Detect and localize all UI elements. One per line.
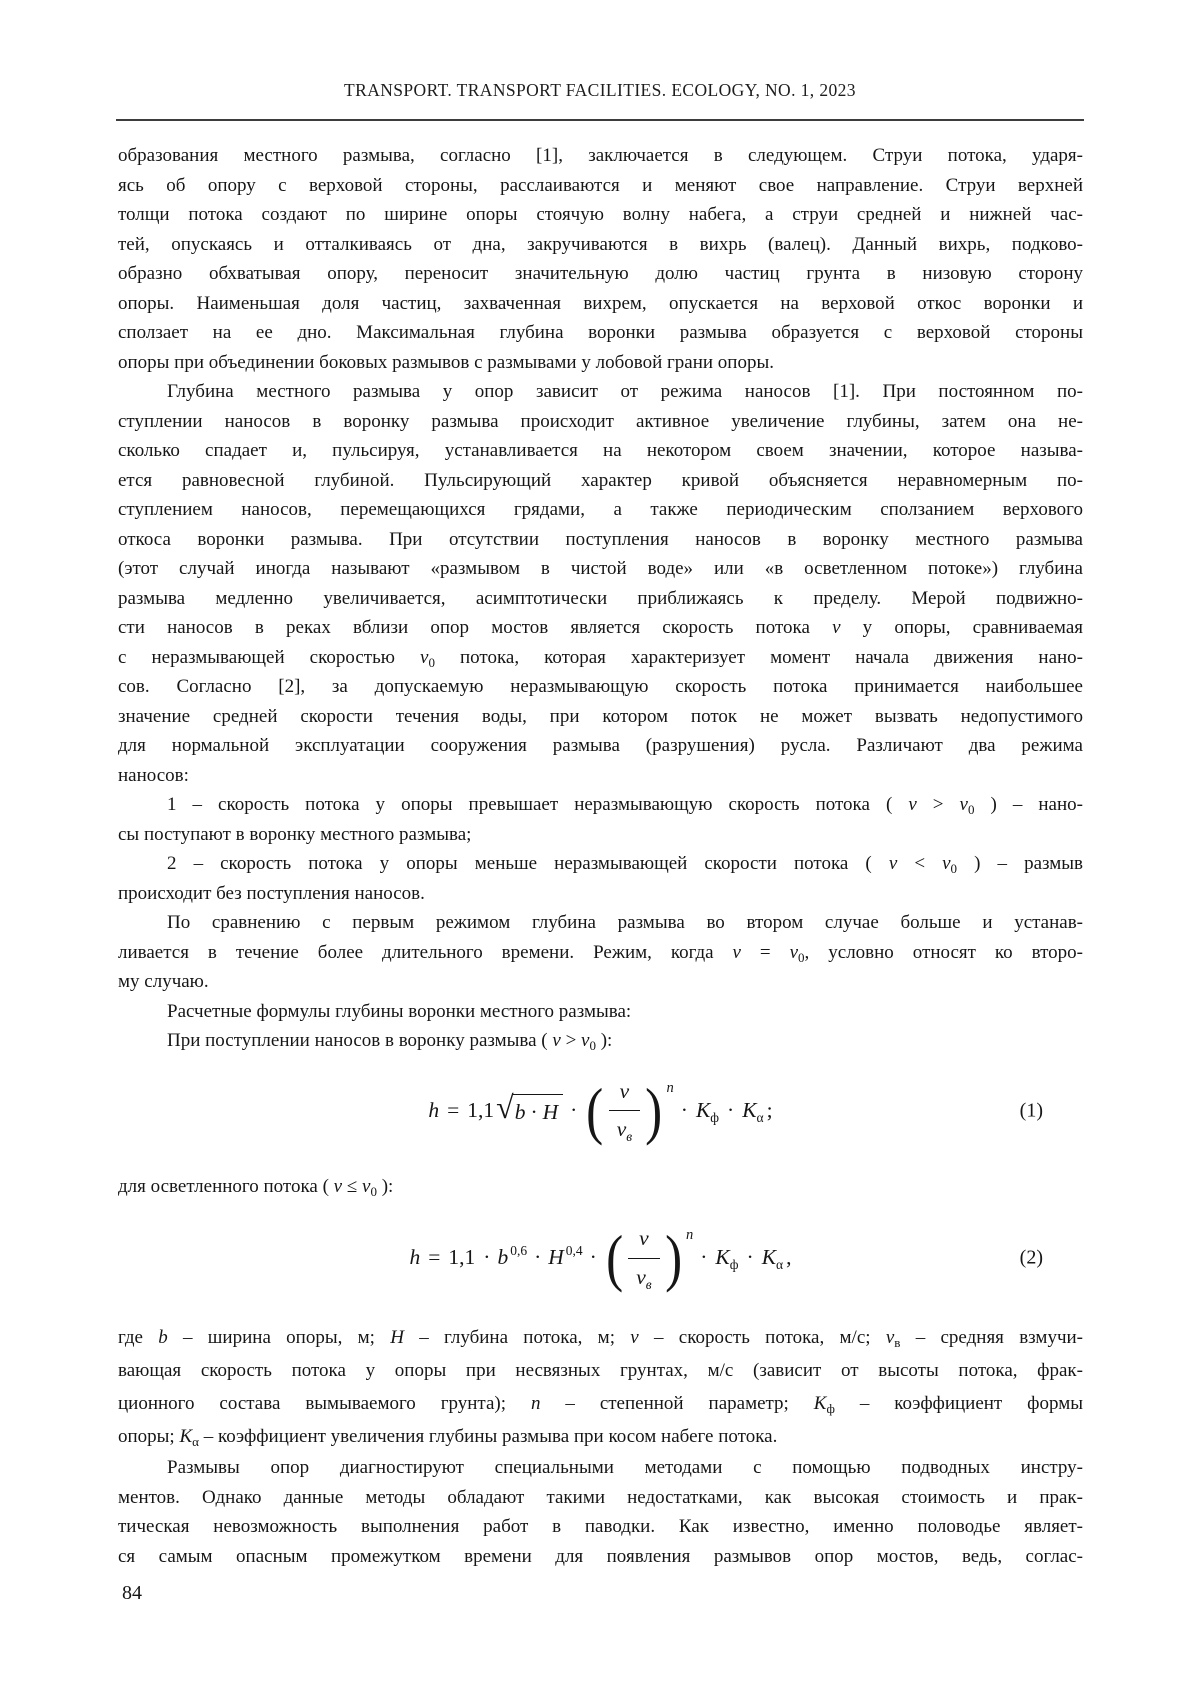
text-line: откоса воронки размыва. При отсутствии поступления наносов в воронку местного размыва xyxy=(118,528,1083,550)
equation-1 xyxy=(118,1068,1083,1154)
text-line: опоры. Наименьшая доля частиц, захваченная вихрем, опускается на верховой откос воронки и xyxy=(118,292,1083,314)
text-line: сползает на ее дно. Максимальная глубина воронки размыва образуется с верховой стороны xyxy=(118,322,1083,343)
paragraph-group-2 xyxy=(118,1172,1083,1202)
equation-2 xyxy=(118,1215,1083,1301)
text-line: сколько спадает и, пульсируя, устанавливается на некотором своем значении, которое называ- xyxy=(118,440,1083,461)
text-line: Глубина местного размыва у опор зависит от режима наносов [1]. При постоянном по- xyxy=(167,381,1083,402)
multiplication-dot: · xyxy=(534,1245,542,1270)
fraction-numerator: v xyxy=(609,1077,641,1112)
text-line: сов. Согласно [2], за допускаемую неразмывающую скорость потока принимается наибольшее xyxy=(118,676,1083,697)
shape-coefficient: $K_ф$ xyxy=(715,1245,739,1273)
text-line: вающая скорость потока у опоры при несвязных грунтах, м/с (зависит от высоты потока, фрак- xyxy=(118,1360,1083,1381)
eq2-coefficient: 1,1 xyxy=(448,1245,476,1270)
multiplication-dot: · xyxy=(700,1245,708,1270)
paragraph xyxy=(118,377,1083,790)
text-line: опоры при объединении боковых размывов с размывами у лобовой грани опоры. xyxy=(118,351,774,373)
velocity-ratio xyxy=(584,1074,674,1146)
equation-1-body xyxy=(428,1074,773,1146)
sqrt-expression xyxy=(496,1088,563,1128)
multiplication-dot: · xyxy=(727,1097,735,1122)
velocity-ratio xyxy=(604,1224,693,1292)
paragraph-group-3 xyxy=(118,1321,1083,1571)
equals-sign: = xyxy=(428,1245,441,1270)
text-line: По сравнению с первым режимом глубина размыва во втором случае больше и устанав- xyxy=(167,912,1083,933)
equation-2-number: (2) xyxy=(1019,1246,1043,1269)
text-line: толщи потока создают по ширине опоры стоячую волну набега, а струи средней и нижней час- xyxy=(118,204,1083,225)
equation-2-body xyxy=(410,1224,792,1292)
paragraph xyxy=(118,997,1083,1027)
paragraph-group-1 xyxy=(118,141,1083,1056)
text-line: сти наносов в реках вблизи опор мостов является скорость потока v у опоры, сравниваемая xyxy=(118,617,1083,638)
right-paren: ) xyxy=(645,1074,663,1146)
fraction-numerator: v xyxy=(628,1224,660,1259)
equation-1-number: (1) xyxy=(1019,1098,1043,1121)
fraction xyxy=(609,1077,641,1145)
multiplication-dot: · xyxy=(483,1245,491,1270)
left-paren: ( xyxy=(605,1222,624,1293)
text-line: где b – ширина опоры, м; H – глубина потока, м; v – скорость потока, м/с; $v_в$ – средняя взмучи- xyxy=(118,1327,1083,1350)
shape-coefficient: $K_ф$ xyxy=(695,1097,720,1125)
page-number: 84 xyxy=(122,1582,142,1604)
radicand: b · H xyxy=(512,1094,563,1128)
paragraph xyxy=(118,1172,1083,1202)
eq2-lhs: h xyxy=(409,1245,421,1270)
right-paren: ) xyxy=(664,1222,682,1293)
text-line: 1 – скорость потока у опоры превышает неразмывающую скорость потока ( $v > v_0$ ) – нано- xyxy=(167,794,1083,817)
skew-coefficient: $K_\alpha$ xyxy=(761,1245,784,1273)
eq1-lhs: h xyxy=(428,1097,440,1122)
pier-width-term: b $^{0,6}$ xyxy=(497,1243,528,1270)
text-line: значение средней скорости течения воды, при котором поток не может вызвать недопустимого xyxy=(118,705,1083,727)
text-line: ступлении наносов в воронку размыва происходит активное увеличение глубины, затем она не- xyxy=(118,410,1083,432)
eq1-coefficient: 1,1 xyxy=(467,1097,495,1122)
eq1-punctuation: ; xyxy=(766,1097,773,1122)
text-line: происходит без поступления наносов. xyxy=(118,882,425,904)
article-body xyxy=(118,141,1083,1571)
text-line: ступлением наносов, перемещающихся грядами, а также периодическим сползанием верхового xyxy=(118,499,1083,520)
text-line: ясь об опору с верховой стороны, расслаиваются и меняют свое направление. Струи верхней xyxy=(118,174,1083,196)
paragraph xyxy=(118,908,1083,997)
text-line: ливается в течение более длительного времени. Режим, когда $v = v_0$, условно относят ко второ- xyxy=(118,941,1083,965)
fraction xyxy=(628,1224,660,1292)
skew-coefficient: $K_\alpha$ xyxy=(742,1097,764,1125)
text-line: для нормальной эксплуатации сооружения размыва (разрушения) русла. Различают два режима xyxy=(118,735,1083,756)
paragraph xyxy=(118,790,1083,849)
exponent-n: n xyxy=(666,1079,674,1096)
text-line: ционного состава вымываемого грунта); n – степенной параметр; $K_ф$ – коэффициент формы xyxy=(118,1393,1083,1416)
text-line: образно обхватывая опору, переносит значительную долю частиц грунта в низовую сторону xyxy=(118,263,1083,284)
text-line: ментов. Однако данные методы обладают такими недостатками, как высокая стоимость и прак- xyxy=(118,1486,1083,1508)
text-line: для осветленного потока ( $v \le v_0$ ): xyxy=(118,1175,394,1199)
paragraph xyxy=(118,1026,1083,1056)
multiplication-dot: · xyxy=(530,1099,538,1124)
paragraph xyxy=(118,1321,1083,1453)
text-line: опоры; $K_\alpha$ – коэффициент увеличения глубины размыва при косом набеге потока. xyxy=(118,1426,778,1449)
text-line: сы поступают в воронку местного размыва; xyxy=(118,823,472,845)
text-line: му случаю. xyxy=(118,971,209,992)
text-line: ся самым опасным промежутком времени для появления размывов опор мостов, ведь, соглас- xyxy=(118,1545,1083,1567)
multiplication-dot: · xyxy=(589,1245,597,1270)
flow-depth-term: H $^{0,4}$ xyxy=(548,1243,583,1270)
running-head: TRANSPORT. TRANSPORT FACILITIES. ECOLOGY, NO. 1, 2023 xyxy=(344,80,856,100)
fraction-denominator: $v_в$ xyxy=(616,1117,633,1144)
text-line: наносов: xyxy=(118,764,189,786)
eq2-punctuation: , xyxy=(786,1245,792,1270)
radical-icon: √ xyxy=(496,1088,514,1125)
paragraph xyxy=(118,1453,1083,1571)
multiplication-dot: · xyxy=(570,1097,578,1122)
text-line: При поступлении наносов в воронку размыва ( $v > v_0$ ): xyxy=(167,1030,613,1053)
text-line: с неразмывающей скоростью $v_0$ потока, которая характеризует момент начала движения нано- xyxy=(118,646,1084,670)
header-rule xyxy=(116,119,1084,121)
text-line: (этот случай иногда называют «размывом в чистой воде» или «в осветленном потоке») глубина xyxy=(118,558,1083,579)
text-line: тическая невозможность выполнения работ в паводки. Как известно, именно половодье являет- xyxy=(118,1516,1083,1537)
text-line: 2 – скорость потока у опоры меньше неразмывающей скорости потока ( $v < v_0$ ) – размыв xyxy=(167,853,1083,876)
fraction-denominator: $v_в$ xyxy=(636,1264,652,1292)
exponent-n: n xyxy=(686,1227,694,1243)
text-line: образования местного размыва, согласно [1], заключается в следующем. Струи потока, ударя- xyxy=(118,145,1083,166)
text-line: размыва медленно увеличивается, асимптотически приближаясь к пределу. Мерой подвижно- xyxy=(118,587,1083,609)
multiplication-dot: · xyxy=(680,1097,688,1122)
equals-sign: = xyxy=(447,1097,460,1122)
text-line: Расчетные формулы глубины воронки местного размыва: xyxy=(167,1000,632,1022)
left-paren: ( xyxy=(586,1074,604,1146)
multiplication-dot: · xyxy=(746,1245,754,1270)
text-line: ется равновесной глубиной. Пульсирующий характер кривой объясняется неравномерным по- xyxy=(118,469,1083,491)
text-line: Размывы опор диагностируют специальными методами с помощью подводных инстру- xyxy=(167,1457,1083,1478)
text-line: тей, опускаясь и отталкиваясь от дна, закручиваются в вихрь (валец). Данный вихрь, подково- xyxy=(118,233,1083,255)
paragraph xyxy=(118,849,1083,908)
paragraph xyxy=(118,141,1083,377)
